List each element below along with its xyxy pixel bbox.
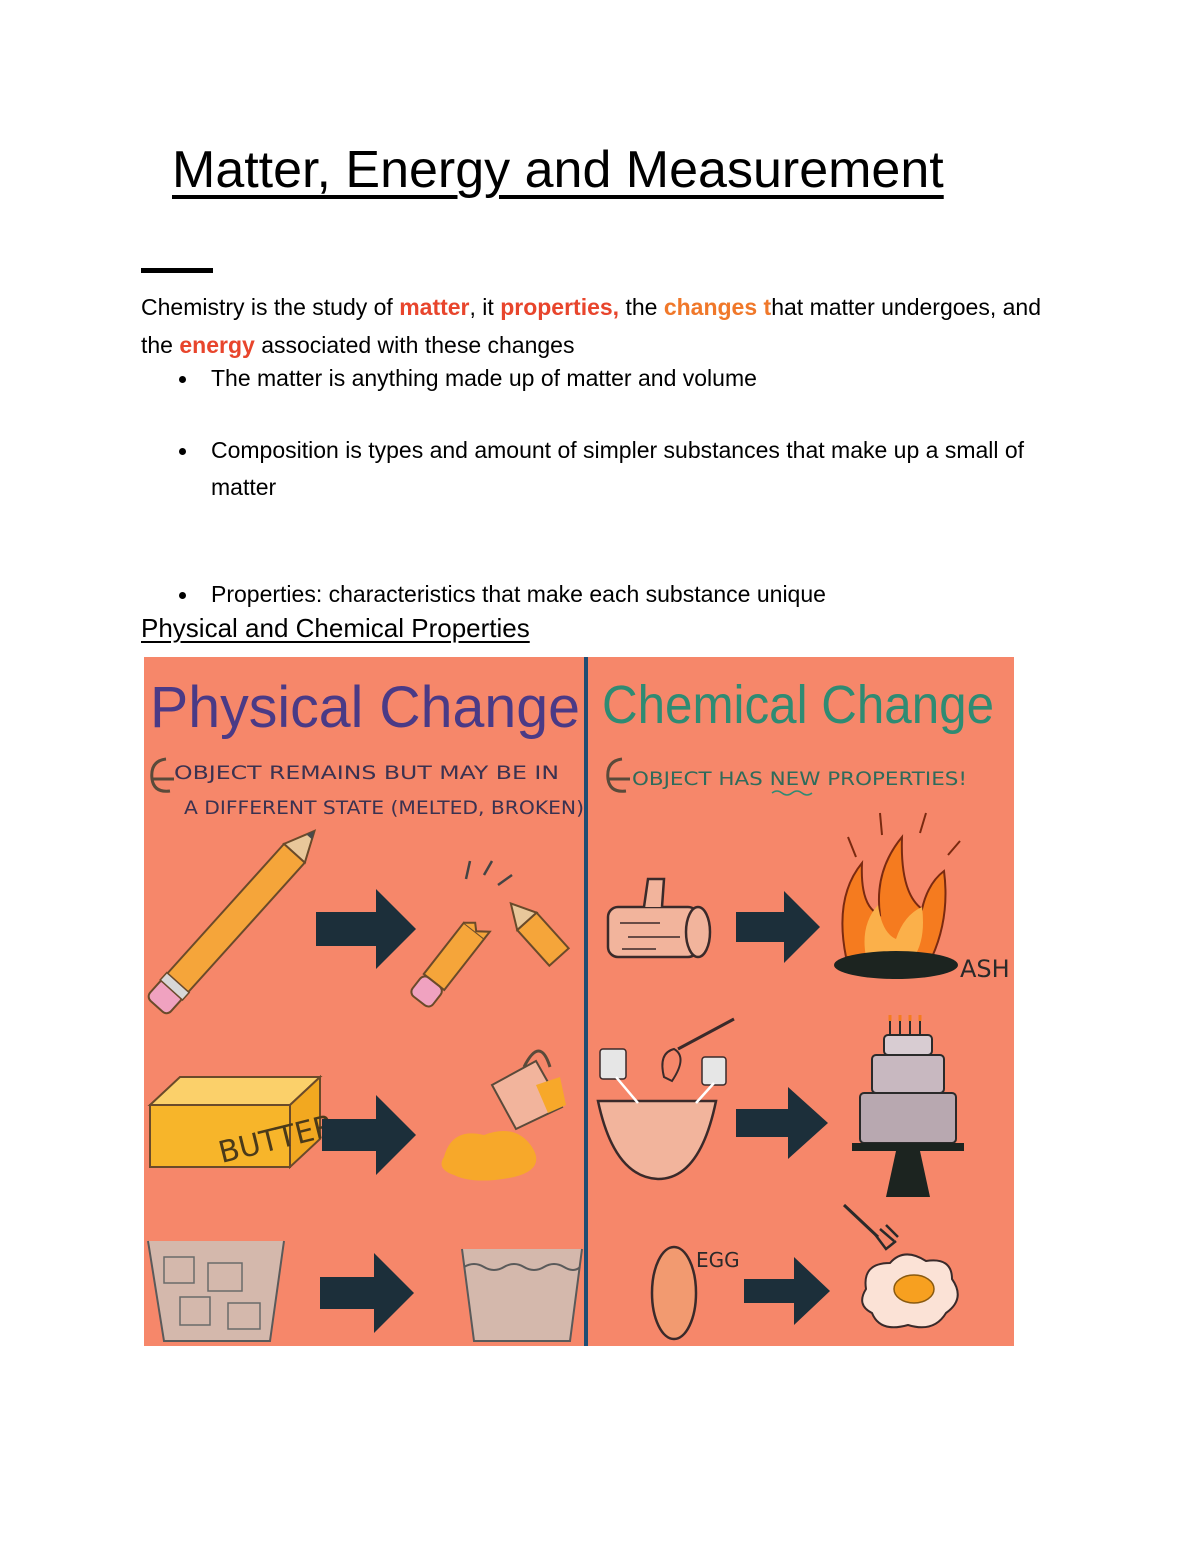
keyword-changes: changes t: [663, 294, 772, 320]
keyword-energy: energy: [179, 332, 255, 358]
keyword-matter: matter: [399, 294, 470, 320]
intro-text-5: associated with these changes: [254, 332, 575, 358]
list-item: [141, 360, 1071, 397]
butter-label: BUTTER: [215, 1108, 339, 1171]
egg-icon: [652, 1247, 696, 1339]
intro-text-3: the: [619, 294, 664, 320]
list-item: [141, 432, 1071, 506]
list-item: [141, 576, 1071, 613]
intro-paragraph: [141, 288, 1071, 364]
bullet-icon: [179, 592, 186, 599]
physical-description-line-1: OBJECT REMAINS BUT MAY BE IN: [174, 762, 559, 784]
physical-description-line-2: A DIFFERENT STATE (MELTED, BROKEN): [184, 797, 584, 819]
water-glass-icon: [462, 1249, 582, 1341]
intro-text-1: Chemistry is the study of: [141, 294, 400, 320]
list-item-text: The matter is anything made up of matter and volume: [211, 365, 757, 391]
section-heading: Physical and Chemical Properties: [141, 613, 530, 643]
keyword-properties: properties,: [500, 294, 620, 320]
physical-change-title: Physical Change: [150, 675, 580, 740]
egg-label: EGG: [696, 1248, 740, 1272]
list-item-text: Composition is types and amount of simpler substances that make up a small of matter: [211, 437, 1025, 500]
physical-chemical-change-poster: [144, 657, 1014, 1346]
chemical-change-title: Chemical Change: [602, 675, 994, 735]
list-item-text: Properties: characteristics that make each substance unique: [211, 581, 826, 607]
chemical-description: OBJECT HAS NEW PROPERTIES!: [632, 768, 967, 790]
bullet-icon: [179, 376, 186, 383]
intro-text-4: hat matter undergoes, and the: [141, 294, 1041, 358]
ice-glass-icon: [148, 1241, 284, 1341]
ash-label: ASH: [960, 955, 1010, 983]
heading-divider: [141, 268, 213, 273]
intro-text-2: , it: [469, 294, 501, 320]
page-title: Matter, Energy and Measurement: [172, 141, 944, 199]
bullet-icon: [179, 448, 186, 455]
